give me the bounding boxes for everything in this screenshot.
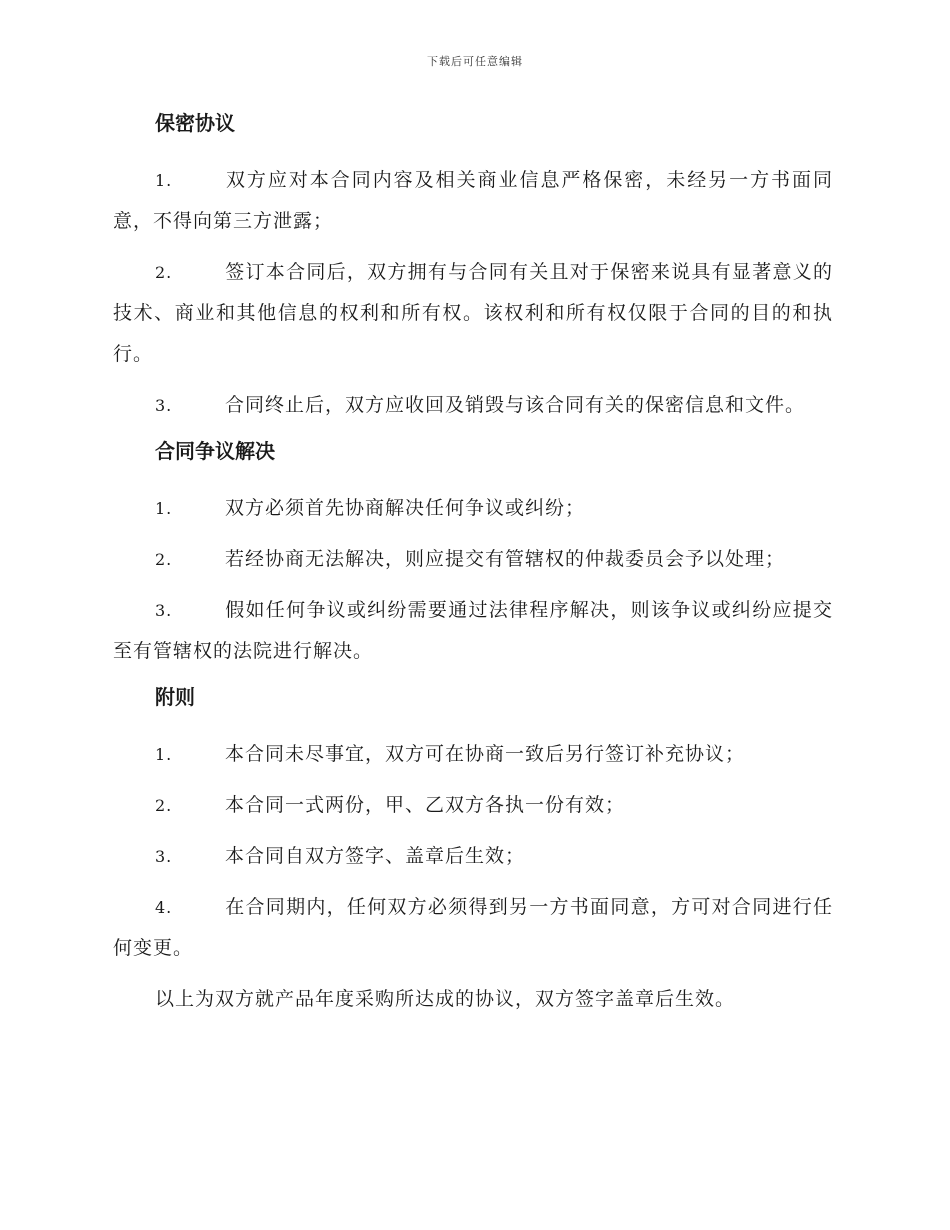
clause-text: 假如任何争议或纠纷需要通过法律程序解决，则该争议或纠纷应提交至有管辖权的法院进行解决。 <box>113 599 833 662</box>
clause-text: 若经协商无法解决，则应提交有管辖权的仲裁委员会予以处理； <box>225 548 786 570</box>
clause <box>113 252 833 375</box>
section-title-confidentiality: 保密协议 <box>155 111 235 135</box>
clause <box>113 887 833 969</box>
clause-number: 3. <box>155 847 173 866</box>
section-title-dispute-resolution: 合同争议解决 <box>155 439 275 463</box>
clause-text: 在合同期内，任何双方必须得到另一方书面同意，方可对合同进行任何变更。 <box>113 896 833 959</box>
clause-number: 3. <box>155 396 173 415</box>
clause-number: 3. <box>155 601 173 620</box>
clause-text: 签订本合同后，双方拥有与合同有关且对于保密来说具有显著意义的技术、商业和其他信息的权利和所有权。该权利和所有权仅限于合同的目的和执行。 <box>113 261 833 365</box>
clause <box>113 160 833 242</box>
clause-text: 本合同未尽事宜，双方可在协商一致后另行签订补充协议； <box>225 743 746 765</box>
closing-statement: 以上为双方就产品年度采购所达成的协议，双方签字盖章后生效。 <box>155 988 736 1010</box>
clause <box>113 734 833 775</box>
clause-text: 本合同自双方签字、盖章后生效； <box>225 845 526 867</box>
clause-number: 4. <box>155 898 173 917</box>
clause-number: 2. <box>155 550 173 569</box>
clause <box>113 488 833 529</box>
clause <box>113 590 833 672</box>
page-header-note: 下载后可任意编辑 <box>427 55 523 68</box>
clause <box>113 385 833 426</box>
clause-number: 2. <box>155 796 173 815</box>
clause-text: 双方应对本合同内容及相关商业信息严格保密，未经另一方书面同意，不得向第三方泄露； <box>113 169 833 232</box>
section-title-supplementary: 附则 <box>155 685 195 709</box>
clause-number: 1. <box>155 171 173 190</box>
clause <box>113 836 833 877</box>
clause <box>113 539 833 580</box>
clause <box>113 785 833 826</box>
clause-text: 本合同一式两份，甲、乙双方各执一份有效； <box>225 794 626 816</box>
clause-text: 双方必须首先协商解决任何争议或纠纷； <box>225 497 586 519</box>
document-body <box>113 108 833 1020</box>
clause-number: 1. <box>155 499 173 518</box>
clause-text: 合同终止后，双方应收回及销毁与该合同有关的保密信息和文件。 <box>225 394 806 416</box>
clause-number: 1. <box>155 745 173 764</box>
clause-number: 2. <box>155 263 173 282</box>
